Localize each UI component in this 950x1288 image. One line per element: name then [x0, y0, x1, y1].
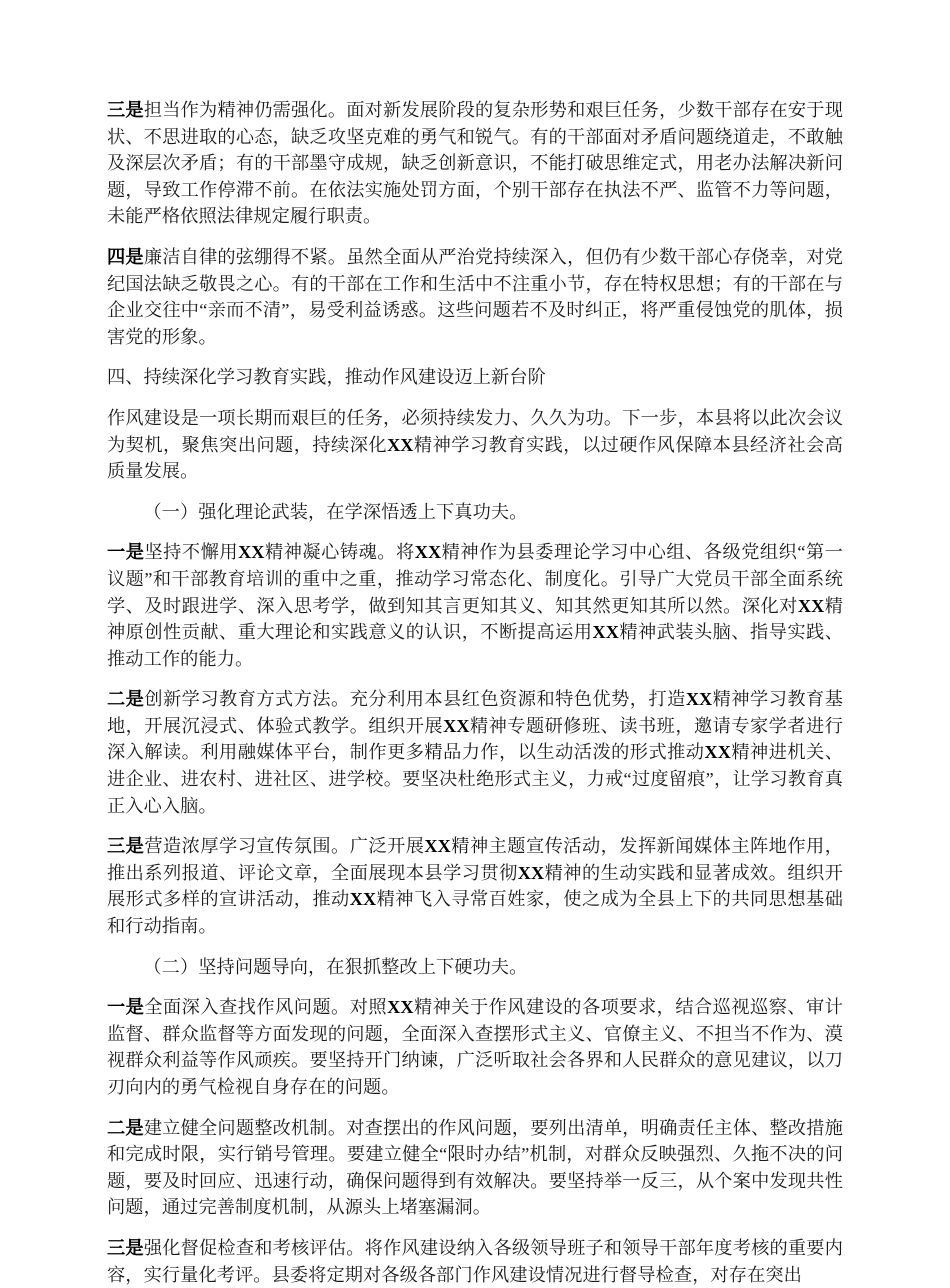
- paragraph-lead-marker: 三是: [107, 836, 145, 857]
- placeholder-token: XX: [349, 889, 377, 910]
- placeholder-token: XX: [387, 434, 414, 455]
- paragraph-lead-marker: 一是: [107, 997, 145, 1018]
- placeholder-token: XX: [387, 997, 414, 1018]
- paragraph-text: 作风建设是一项长期而艰巨的任务，必须持续发力、久久为功。下一步，本县将以此次会议为契机，聚焦突出问题，持续深化XX精神学习教育实践，以过硬作风保障本县经济社会高质量发展。: [107, 407, 843, 482]
- paragraph-text: 创新学习教育方式方法。充分利用本县红色资源和特色优势，打造XX精神学习教育基地，开展沉浸式、体验式教学。组织开展XX精神专题研修班、读书班，邀请专家学者进行深入解读。利用融媒体平台，制作更多精品力作，以生动活泼的形式推动XX精神进机关、进企业、进农村、进社区、进学校。要坚决杜绝形式主义，力戒“过度留痕”，让学习教育真正入心入脑。: [107, 689, 843, 816]
- placeholder-token: XX: [238, 542, 265, 563]
- placeholder-token: XX: [704, 742, 731, 763]
- paragraph-text: 强化督促检查和考核评估。将作风建设纳入各级领导班子和领导干部年度考核的重要内容，实行量化考评。县委将定期对各级各部门作风建设情况进行督导检查，对存在突出: [107, 1237, 843, 1285]
- body-paragraph: [107, 833, 843, 939]
- paragraph-lead-marker: 一是: [107, 542, 145, 563]
- placeholder-token: XX: [443, 715, 470, 736]
- paragraph-text: 四、持续深化学习教育实践，推动作风建设迈上新台阶: [107, 367, 546, 388]
- placeholder-token: XX: [685, 689, 713, 710]
- body-paragraph: [107, 1235, 843, 1288]
- paragraph-text: 营造浓厚学习宣传氛围。广泛开展XX精神主题宣传活动，发挥新闻媒体主阵地作用，推出系列报道、评论文章，全面展现本县学习贯彻XX精神的生动实践和显著成效。组织开展形式多样的宣讲活动，推动XX精神飞入寻常百姓家，使之成为全县上下的共同思想基础和行动指南。: [107, 836, 843, 937]
- placeholder-token: XX: [424, 836, 451, 857]
- body-paragraph: [107, 686, 843, 819]
- body-paragraph: [107, 405, 843, 485]
- paragraph-text: 全面深入查找作风问题。对照XX精神关于作风建设的各项要求，结合巡视巡察、审计监督、群众监督等方面发现的问题，全面深入查摆形式主义、官僚主义、不担当不作为、漠视群众利益等作风顽疾。要坚持开门纳谏，广泛听取社会各界和人民群众的意见建议，以刀刃向内的勇气检视自身存在的问题。: [107, 997, 843, 1097]
- paragraph-text: （一）强化理论武装，在学深悟透上下真功夫。: [143, 501, 528, 522]
- section-heading: [107, 364, 843, 391]
- placeholder-token: XX: [592, 622, 619, 643]
- paragraph-text: 坚持不懈用XX精神凝心铸魂。将XX精神作为县委理论学习中心组、各级党组织“第一议题”和干部教育培训的重中之重，推动学习常态化、制度化。引导广大党员干部全面系统学、及时跟进学、深入思考学，做到知其言更知其义、知其然更知其所以然。深化对XX精神原创性贡献、重大理论和实践意义的认识，不断提高运用XX精神武装头脑、指导实践、推动工作的能力。: [107, 542, 843, 669]
- body-paragraph: [107, 994, 843, 1100]
- subsection-heading: [107, 499, 843, 526]
- paragraph-lead-marker: 三是: [107, 1237, 144, 1258]
- paragraph-lead-marker: 二是: [107, 689, 145, 710]
- placeholder-token: XX: [414, 542, 442, 563]
- subsection-heading: [107, 954, 843, 981]
- body-paragraph: [107, 539, 843, 672]
- paragraph-text: 建立健全问题整改机制。对查摆出的作风问题，要列出清单，明确责任主体、整改措施和完成时限，实行销号管理。要建立健全“限时办结”机制，对群众反映强烈、久拖不决的问题，要及时回应、迅速行动，确保问题得到有效解决。要坚持举一反三，从个案中发现共性问题，通过完善制度机制，从源头上堵塞漏洞。: [107, 1117, 843, 1218]
- placeholder-token: XX: [517, 862, 545, 883]
- body-paragraph: [107, 244, 843, 350]
- document-body: [107, 97, 843, 1288]
- paragraph-text: 担当作为精神仍需强化。面对新发展阶段的复杂形势和艰巨任务，少数干部存在安于现状、不思进取的心态，缺乏攻坚克难的勇气和锐气。有的干部面对矛盾问题绕道走，不敢触及深层次矛盾；有的干部墨守成规，缺乏创新意识，不能打破思维定式，用老办法解决新问题，导致工作停滞不前。在依法实施处罚方面，个别干部存在执法不严、监管不力等问题，未能严格依照法律规定履行职责。: [107, 100, 843, 227]
- paragraph-text: （二）坚持问题导向，在狠抓整改上下硬功夫。: [143, 956, 528, 977]
- body-paragraph: [107, 97, 843, 230]
- paragraph-lead-marker: 四是: [107, 246, 144, 267]
- paragraph-lead-marker: 三是: [107, 100, 144, 120]
- placeholder-token: XX: [797, 595, 825, 616]
- paragraph-lead-marker: 二是: [107, 1117, 144, 1138]
- paragraph-text: 廉洁自律的弦绷得不紧。虽然全面从严治党持续深入，但仍有少数干部心存侥幸，对党纪国法缺乏敬畏之心。有的干部在工作和生活中不注重小节，存在特权思想；有的干部在与企业交往中“亲而不清”，易受利益诱惑。这些问题若不及时纠正，将严重侵蚀党的肌体，损害党的形象。: [107, 246, 843, 347]
- body-paragraph: [107, 1115, 843, 1221]
